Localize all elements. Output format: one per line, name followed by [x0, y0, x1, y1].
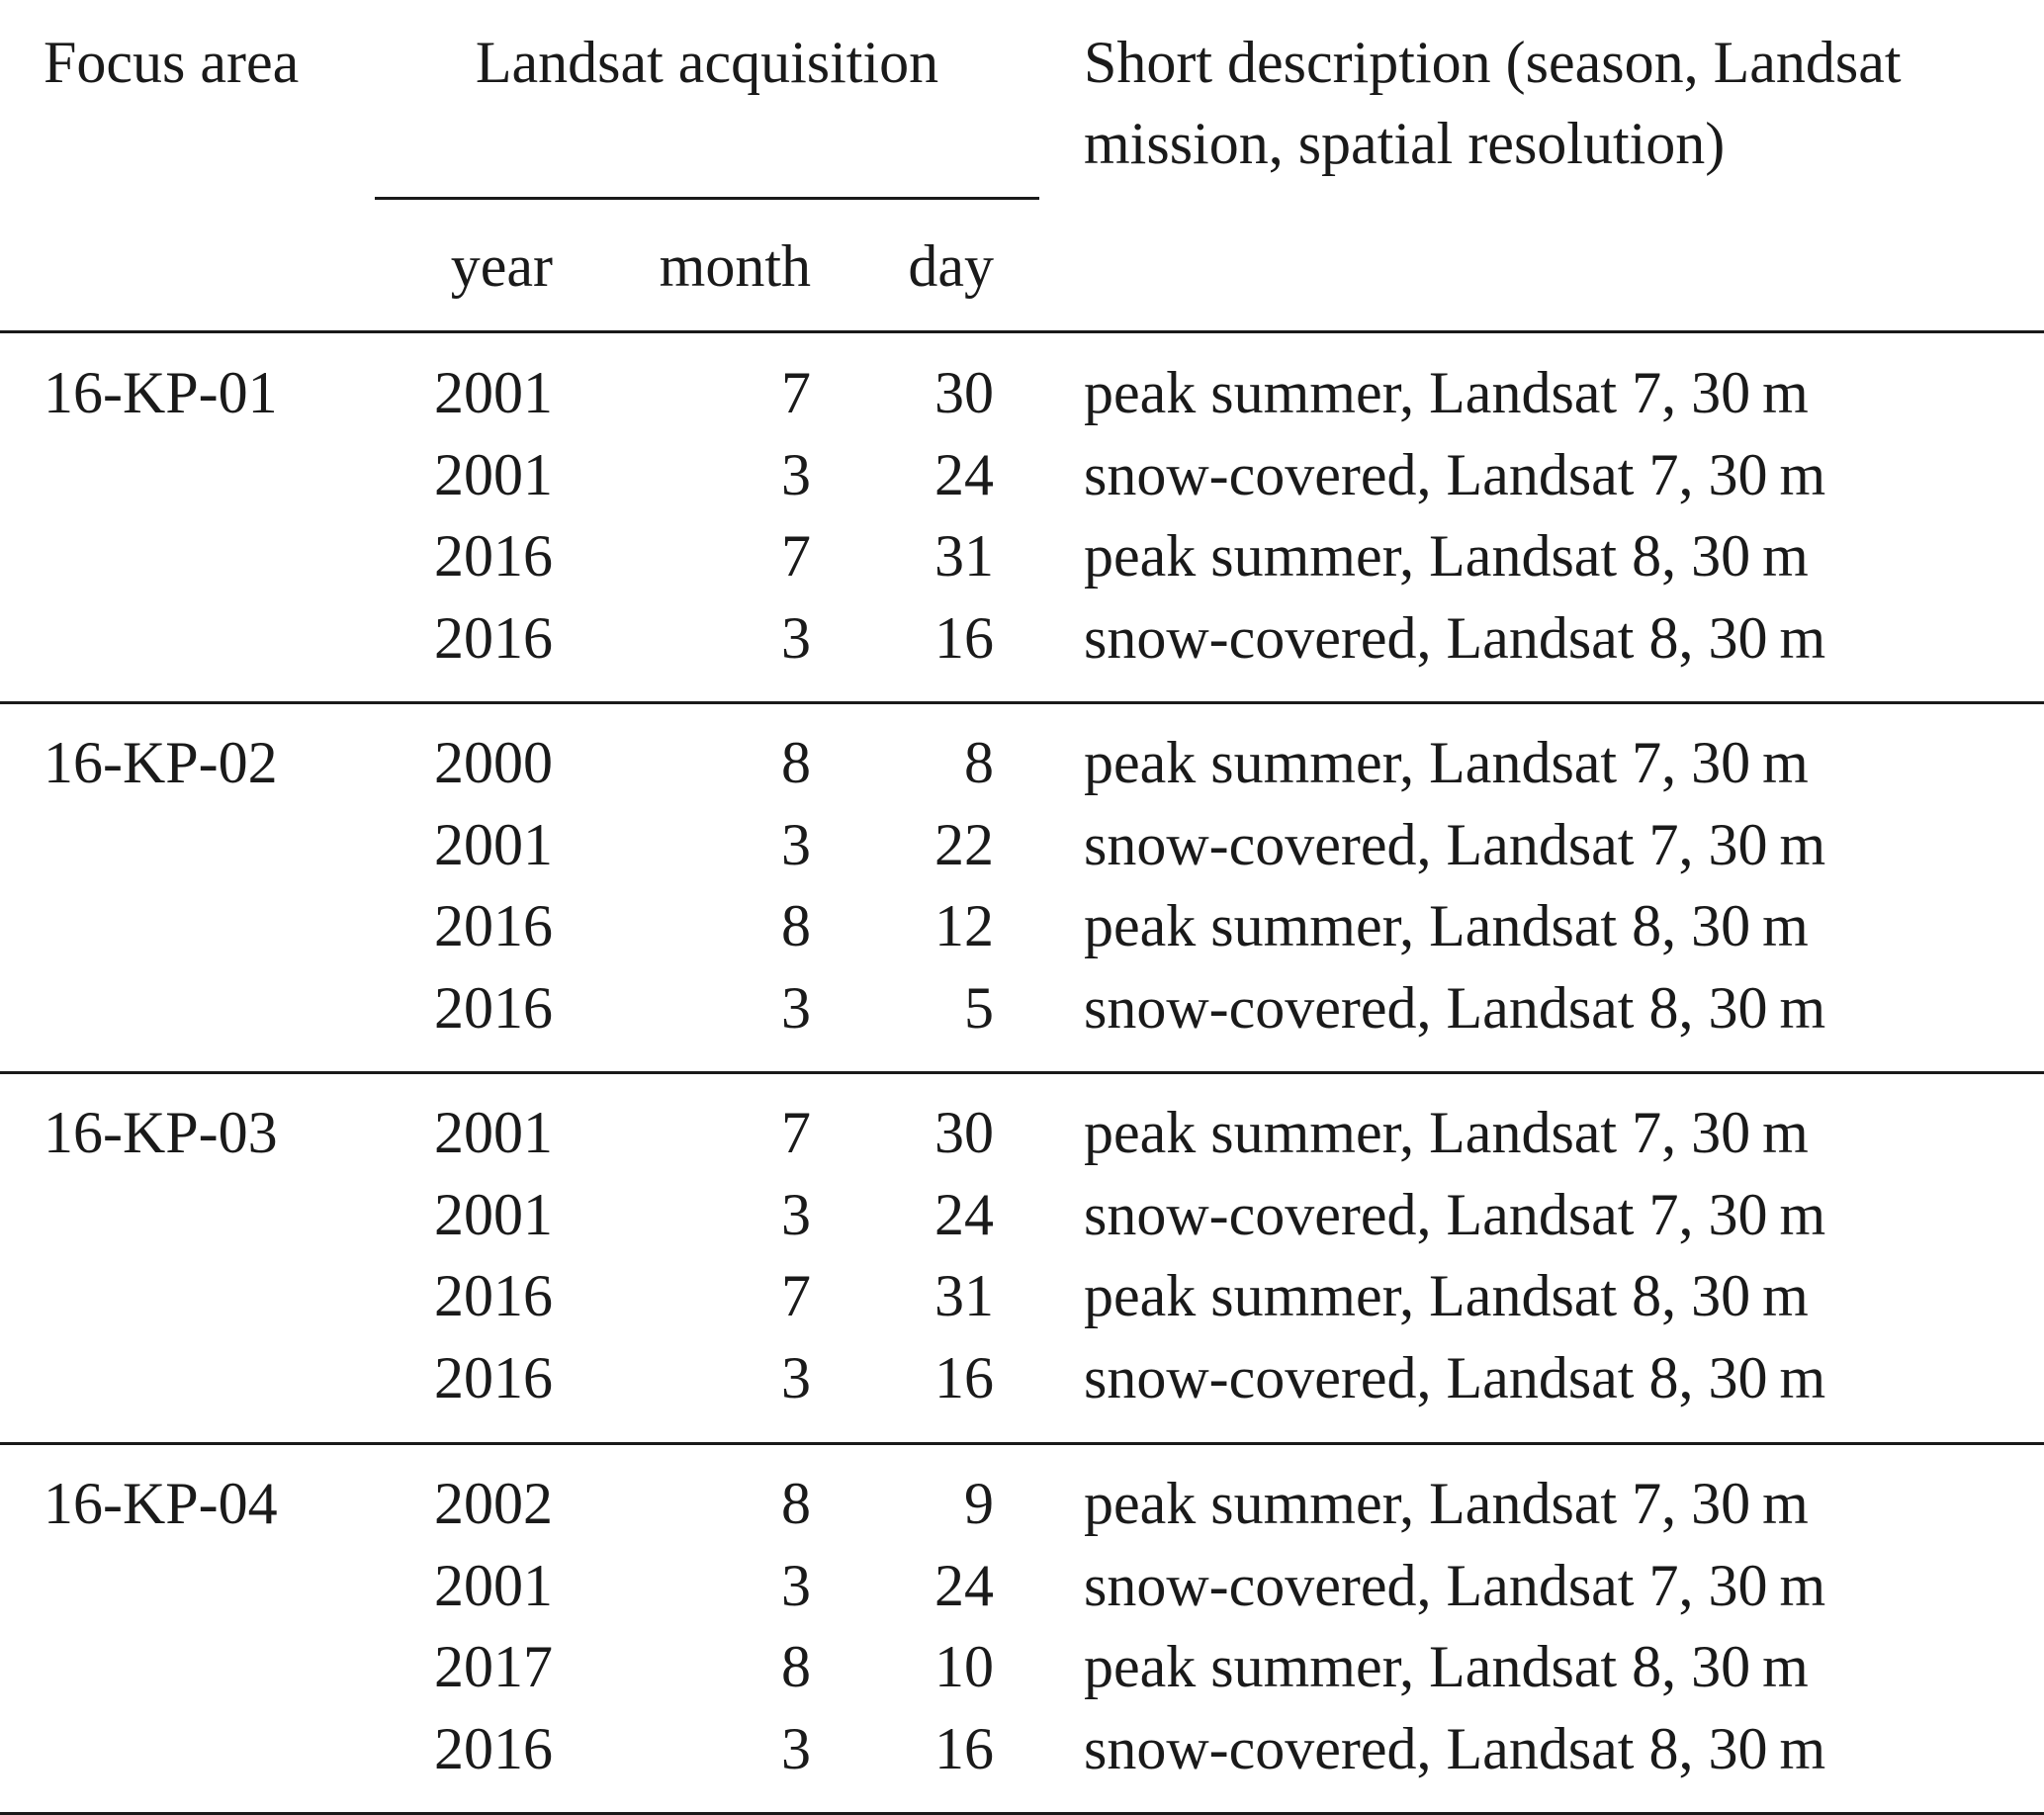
- year-cell: 2000: [434, 730, 553, 795]
- day-cell: 24: [934, 1182, 994, 1247]
- day-cell: 8: [964, 730, 994, 795]
- month-cell: 3: [781, 975, 811, 1041]
- header-focus-area: Focus area: [44, 30, 300, 95]
- header-bottom-rule: [0, 330, 2044, 333]
- description-cell: peak summer, Landsat 7, 30 m: [1084, 730, 1809, 795]
- month-cell: 3: [781, 1716, 811, 1781]
- month-cell: 8: [781, 1471, 811, 1536]
- description-cell: snow-covered, Landsat 8, 30 m: [1084, 975, 1826, 1041]
- day-cell: 16: [934, 605, 994, 671]
- description-cell: peak summer, Landsat 8, 30 m: [1084, 1634, 1809, 1699]
- year-cell: 2001: [434, 360, 553, 425]
- year-cell: 2001: [434, 812, 553, 877]
- month-cell: 3: [781, 1553, 811, 1618]
- month-cell: 3: [781, 1182, 811, 1247]
- year-cell: 2016: [434, 1716, 553, 1781]
- group-separator-rule: [0, 1071, 2044, 1074]
- month-cell: 8: [781, 730, 811, 795]
- description-cell: snow-covered, Landsat 8, 30 m: [1084, 1345, 1826, 1410]
- month-cell: 8: [781, 893, 811, 958]
- month-cell: 7: [781, 1263, 811, 1328]
- year-cell: 2016: [434, 1345, 553, 1410]
- header-description-line2: mission, spatial resolution): [1084, 111, 1726, 176]
- group-separator-rule: [0, 1442, 2044, 1445]
- year-cell: 2016: [434, 523, 553, 589]
- description-cell: peak summer, Landsat 8, 30 m: [1084, 1263, 1809, 1328]
- day-cell: 24: [934, 442, 994, 507]
- day-cell: 31: [934, 523, 994, 589]
- description-cell: snow-covered, Landsat 7, 30 m: [1084, 442, 1826, 507]
- year-cell: 2001: [434, 1553, 553, 1618]
- header-day: day: [908, 233, 994, 299]
- month-cell: 3: [781, 605, 811, 671]
- month-cell: 3: [781, 812, 811, 877]
- focus-area-label: 16-KP-04: [44, 1471, 278, 1536]
- header-year: year: [450, 233, 553, 299]
- month-cell: 7: [781, 523, 811, 589]
- description-cell: snow-covered, Landsat 7, 30 m: [1084, 1553, 1826, 1618]
- month-cell: 7: [781, 1100, 811, 1165]
- day-cell: 30: [934, 360, 994, 425]
- description-cell: snow-covered, Landsat 8, 30 m: [1084, 605, 1826, 671]
- header-description: [1084, 22, 1902, 184]
- year-cell: 2016: [434, 1263, 553, 1328]
- year-cell: 2001: [434, 1182, 553, 1247]
- day-cell: 16: [934, 1716, 994, 1781]
- description-cell: peak summer, Landsat 7, 30 m: [1084, 360, 1809, 425]
- description-cell: peak summer, Landsat 7, 30 m: [1084, 1471, 1809, 1536]
- day-cell: 24: [934, 1553, 994, 1618]
- description-cell: snow-covered, Landsat 7, 30 m: [1084, 812, 1826, 877]
- day-cell: 12: [934, 893, 994, 958]
- month-cell: 7: [781, 360, 811, 425]
- month-cell: 3: [781, 442, 811, 507]
- day-cell: 22: [934, 812, 994, 877]
- day-cell: 9: [964, 1471, 994, 1536]
- focus-area-label: 16-KP-01: [44, 360, 278, 425]
- description-cell: peak summer, Landsat 8, 30 m: [1084, 523, 1809, 589]
- year-cell: 2016: [434, 605, 553, 671]
- description-cell: peak summer, Landsat 8, 30 m: [1084, 893, 1809, 958]
- description-cell: snow-covered, Landsat 7, 30 m: [1084, 1182, 1826, 1247]
- day-cell: 5: [964, 975, 994, 1041]
- day-cell: 10: [934, 1634, 994, 1699]
- day-cell: 16: [934, 1345, 994, 1410]
- focus-area-label: 16-KP-02: [44, 730, 278, 795]
- year-cell: 2017: [434, 1634, 553, 1699]
- day-cell: 31: [934, 1263, 994, 1328]
- description-cell: peak summer, Landsat 7, 30 m: [1084, 1100, 1809, 1165]
- header-month: month: [659, 233, 811, 299]
- year-cell: 2002: [434, 1471, 553, 1536]
- year-cell: 2016: [434, 893, 553, 958]
- month-cell: 8: [781, 1634, 811, 1699]
- description-cell: snow-covered, Landsat 8, 30 m: [1084, 1716, 1826, 1781]
- group-separator-rule: [0, 701, 2044, 704]
- acquisition-subheader-rule: [375, 197, 1039, 200]
- year-cell: 2016: [434, 975, 553, 1041]
- day-cell: 30: [934, 1100, 994, 1165]
- focus-area-label: 16-KP-03: [44, 1100, 278, 1165]
- header-description-line1: Short description (season, Landsat: [1084, 30, 1902, 95]
- header-landsat-acquisition: Landsat acquisition: [475, 30, 939, 95]
- month-cell: 3: [781, 1345, 811, 1410]
- year-cell: 2001: [434, 1100, 553, 1165]
- year-cell: 2001: [434, 442, 553, 507]
